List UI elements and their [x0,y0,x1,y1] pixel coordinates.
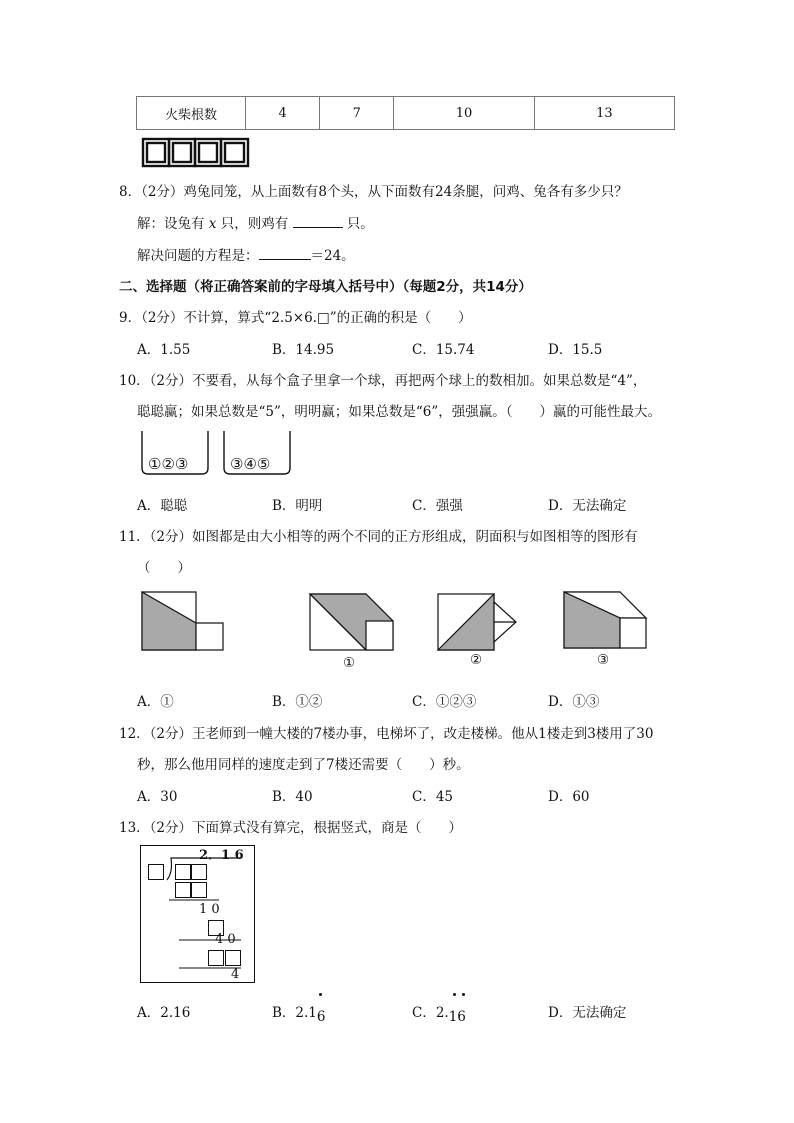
section-title: 二、选择题（将正确答案前的字母填入括号中）（每题2分，共14分） [119,279,532,295]
q11-figure-3 [562,590,652,652]
product-box [191,882,207,898]
q8-line1-c: 只。 [346,216,374,232]
q9-stem: 9．（2分）不计算，算式“2.5×6.□”的正确的积是（ ） [119,310,472,326]
q8-answer-blank-2[interactable] [259,259,311,260]
q9-option-d[interactable]: D．15.5 [548,342,603,358]
product-box [225,950,241,966]
table-cell: 7 [320,97,394,130]
q12-option-d[interactable]: D．60 [548,789,590,805]
q8-line2-b: ＝24。 [310,248,355,264]
q8-line2 [137,244,355,264]
q11-reference-figure [140,590,230,654]
q13-option-b-prefix: B．2.1 [272,1005,317,1021]
q10-option-c[interactable]: C．强强 [412,498,463,514]
table-cell: 4 [246,97,320,130]
q11-label-3: ③ [597,652,610,668]
q12-option-c[interactable]: C．45 [412,789,454,805]
q8-variable: x [208,216,217,232]
q10-stem-line1: 10．（2分）不要看，从每个盒子里拿一个球，再把两个球上的数相加。如果总数是“4”， [119,373,647,389]
product-box [175,882,191,898]
q13-stem: 13．（2分）下面算式没有算完，根据竖式，商是（ ） [119,820,463,836]
quotient: 2．1 6 [199,848,244,863]
remainder-3: 4 [231,967,240,982]
q9-option-a[interactable]: A．1.55 [137,342,191,358]
q8-line2-a: 解决问题的方程是： [137,248,259,264]
q13-option-c-prefix: C．2. [412,1005,449,1021]
q8-answer-blank-1[interactable] [293,227,343,228]
dividend-box [191,864,207,880]
table-cell: 13 [534,97,674,130]
q12-option-b[interactable]: B．40 [272,789,313,805]
q11-option-d[interactable]: D．①③ [548,694,600,710]
table-cell: 10 [394,97,534,130]
q11-label-1: ① [343,655,356,671]
q9-option-c[interactable]: C．15.74 [412,342,475,358]
repeat-dot [453,993,456,996]
q8-line1-a: 解：设兔有 [137,216,205,232]
q11-figure-2 [436,592,522,654]
q13-option-d[interactable]: D．无法确定 [548,1005,627,1021]
q10-option-d[interactable]: D．无法确定 [548,498,627,514]
repeat-dot [319,993,322,996]
q8-line1 [137,212,374,232]
q9-option-b[interactable]: B．14.95 [272,342,335,358]
q11-option-a[interactable]: A．① [137,694,174,710]
box2-balls: ③④⑤ [230,455,271,473]
q11-stem-line1: 11．（2分）如图都是由大小相等的两个不同的正方形组成，阴面积与如图相等的图形有 [119,529,638,545]
q10-option-b[interactable]: B．明明 [272,498,323,514]
q13-option-c[interactable] [412,1001,466,1025]
q12-option-a[interactable]: A．30 [137,789,178,805]
q8-stem: 8．（2分）鸡兔同笼，从上面数有8个头，从下面数有24条腿，问鸡、兔各有多少只？ [119,184,628,200]
q13-option-b[interactable] [272,1001,326,1025]
q11-label-2: ② [470,652,483,668]
q12-stem-line1: 12．（2分）王老师到一幢大楼的7楼办事，电梯坏了，改走楼梯。他从1楼走到3楼用了30 [119,726,654,742]
remainder-2: 4 0 [215,932,236,947]
q13-option-b-repeat: 6 [316,1009,326,1025]
q12-stem-line2: 秒，那么他用同样的速度走到了7楼还需要（ ）秒。 [137,757,470,773]
q13-option-a[interactable]: A．2.16 [137,1005,191,1021]
q11-stem-line2: （ ） [137,560,191,576]
dividend-box [175,864,191,880]
product-box [208,950,224,966]
box1-balls: ①②③ [148,455,189,473]
repeat-dot [462,993,465,996]
remainder-1: 1 0 [199,902,220,917]
q10-stem-line2: 聪聪赢；如果总数是“5”，明明赢；如果总数是“6”，强强赢。（ ）赢的可能性最大。 [137,404,662,420]
q11-figure-1 [308,592,400,654]
divisor-box [148,864,164,880]
q13-option-c-repeat: 16 [448,1009,466,1025]
table-header-cell: 火柴根数 [137,97,246,130]
matchstick-table [136,96,675,130]
long-division-figure [140,845,255,983]
matchstick-squares-figure [140,136,254,170]
q11-option-b[interactable]: B．①② [272,694,323,710]
q11-option-c[interactable]: C．①②③ [412,694,477,710]
q8-line1-b: 只，则鸡有 [220,216,289,232]
q10-option-a[interactable]: A．聪聪 [137,498,188,514]
